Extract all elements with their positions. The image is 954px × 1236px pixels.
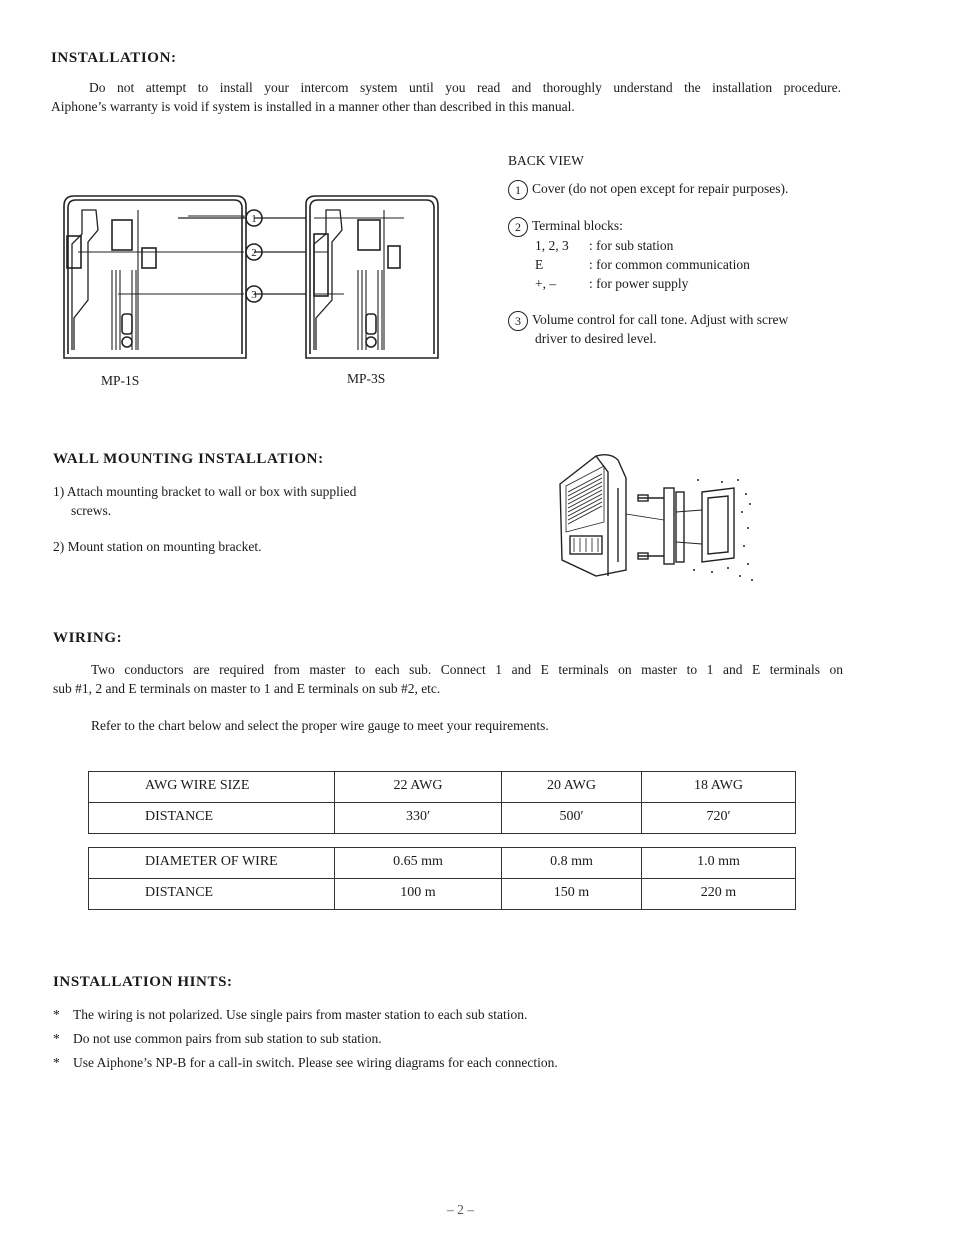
table-row	[89, 772, 796, 803]
table-cell: DIAMETER OF WIRE	[89, 848, 335, 879]
table-cell: 330′	[335, 803, 502, 834]
wiring-para-2: Refer to the chart below and select the proper wire gauge to meet your requirements.	[91, 718, 549, 733]
item-1-text: Cover (do not open except for repair purposes).	[532, 181, 789, 196]
table-cell: 720′	[642, 803, 796, 834]
mp1s-housing	[64, 196, 246, 358]
callout-2-label: 2	[251, 247, 257, 259]
model-label-mp3s: MP-3S	[347, 371, 386, 386]
table-cell: 100 m	[335, 879, 502, 910]
installation-line-1: Do not attempt to install your intercom system until you read and thoroughly understand the installation procedure.	[89, 80, 841, 95]
wall-mount-illustration	[552, 452, 758, 586]
item-2-number: 2	[508, 217, 528, 237]
wiring-para-1: Two conductors are required from master to each sub. Connect 1 and E terminals on master to 1 and E terminals on	[91, 662, 843, 677]
table-cell: 20 AWG	[502, 772, 642, 803]
table-cell: 0.65 mm	[335, 848, 502, 879]
mp3s-volume-area	[358, 220, 380, 250]
item-3-line-2: driver to desired level.	[535, 331, 657, 346]
list-item: * Do not use common pairs from sub station to sub station.	[53, 1031, 382, 1046]
back-view-item-3	[508, 310, 788, 331]
mounting-bracket	[664, 488, 674, 564]
callout-1-label: 1	[251, 213, 257, 225]
awg-table	[88, 771, 796, 834]
wall-step-2: 2) Mount station on mounting bracket.	[53, 539, 262, 554]
item-1-number: 1	[508, 180, 528, 200]
table-cell: 18 AWG	[642, 772, 796, 803]
terminal-row: E : for common communication	[535, 257, 750, 272]
table-cell: DISTANCE	[89, 879, 335, 910]
installation-line-2: Aiphone’s warranty is void if system is installed in a manner other than described in this manual.	[51, 99, 575, 114]
hints-list	[53, 1003, 558, 1075]
back-view-title: BACK VIEW	[508, 153, 584, 168]
back-view-diagram	[58, 190, 446, 362]
installation-heading: INSTALLATION:	[51, 50, 177, 66]
table-cell: DISTANCE	[89, 803, 335, 834]
model-label-mp1s: MP-1S	[101, 373, 140, 388]
table-cell: 0.8 mm	[502, 848, 642, 879]
callout-3-label: 3	[251, 289, 257, 301]
list-item: * Use Aiphone’s NP-B for a call-in switch. Please see wiring diagrams for each connection.	[53, 1055, 558, 1070]
table-row	[89, 848, 796, 879]
wall-mounting-heading: WALL MOUNTING INSTALLATION:	[53, 451, 324, 467]
wall-step-1-cont: screws.	[71, 503, 112, 518]
table-row	[89, 803, 796, 834]
back-view-item-2	[508, 216, 623, 237]
terminal-list	[535, 236, 835, 293]
wall-box	[702, 488, 734, 562]
terminal-row: 1, 2, 3 : for sub station	[535, 238, 674, 253]
mp3s-terminal-block	[314, 234, 328, 296]
mp1s-volume-area	[112, 220, 132, 250]
table-cell: AWG WIRE SIZE	[89, 772, 335, 803]
list-item: * The wiring is not polarized. Use single pairs from master station to each sub station.	[53, 1007, 528, 1022]
page-number: – 2 –	[447, 1202, 474, 1217]
table-row	[89, 879, 796, 910]
table-cell: 1.0 mm	[642, 848, 796, 879]
terminal-row: +, – : for power supply	[535, 276, 689, 291]
item-3-line-1: Volume control for call tone. Adjust with screw	[532, 312, 789, 327]
wiring-heading: WIRING:	[53, 630, 123, 646]
hints-heading: INSTALLATION HINTS:	[53, 974, 233, 990]
table-cell: 22 AWG	[335, 772, 502, 803]
item-3-number: 3	[508, 311, 528, 331]
metric-table	[88, 847, 796, 910]
item-2-text: Terminal blocks:	[532, 218, 623, 233]
back-view-item-1	[508, 179, 788, 200]
table-cell: 150 m	[502, 879, 642, 910]
table-cell: 500′	[502, 803, 642, 834]
wall-step-1: 1) Attach mounting bracket to wall or box with supplied	[53, 484, 357, 499]
wiring-para-1-cont: sub #1, 2 and E terminals on master to 1 and E terminals on sub #2, etc.	[53, 681, 441, 696]
table-cell: 220 m	[642, 879, 796, 910]
